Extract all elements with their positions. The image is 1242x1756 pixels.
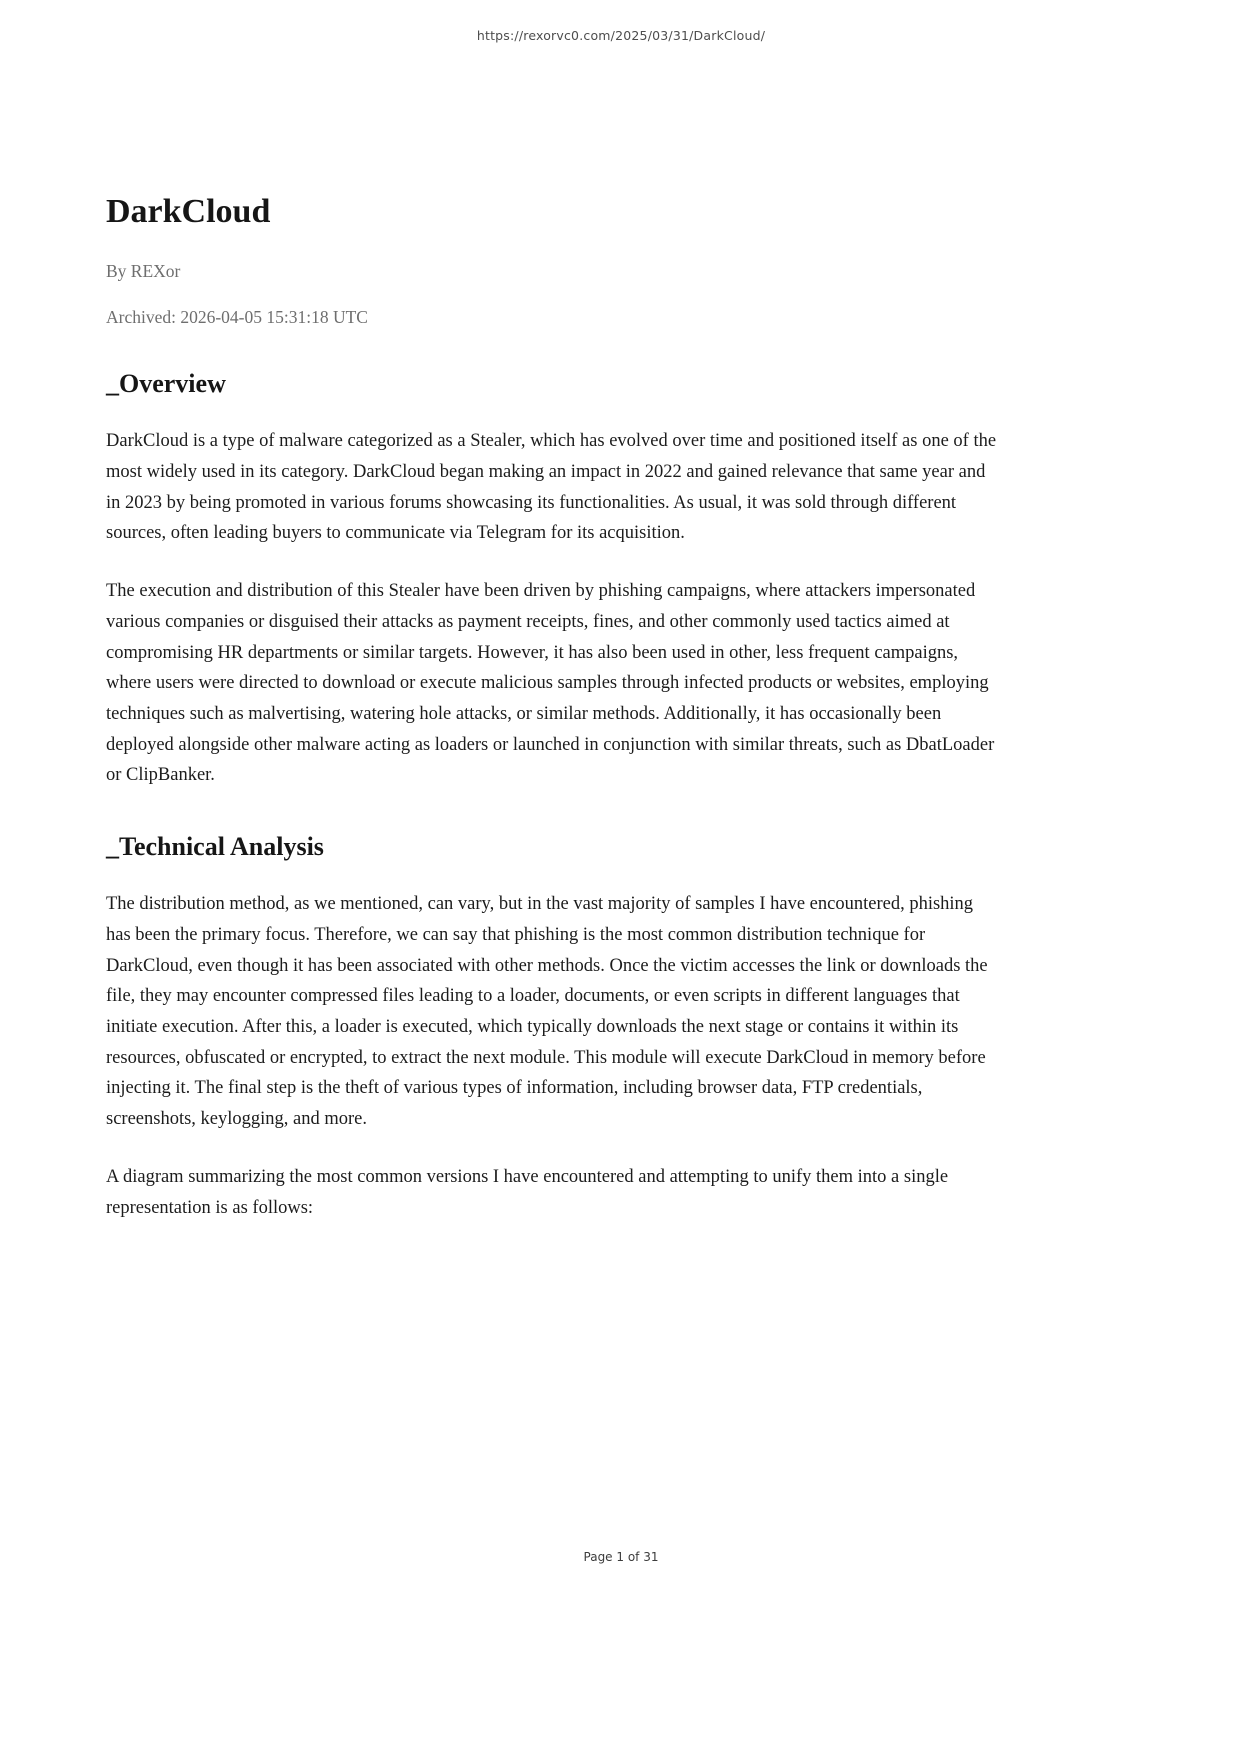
article-title: DarkCloud — [106, 193, 271, 230]
section-heading-overview: _Overview — [106, 369, 226, 399]
source-url: https://rexorvc0.com/2025/03/31/DarkCloud/ — [476, 28, 766, 43]
page-number: Page 1 of 31 — [583, 1550, 659, 1564]
overview-paragraph-2: The execution and distribution of this Stealer have been driven by phishing campaigns, where attackers impersonated various companies or disguised their attacks as payment receipts, fines, and other commonly used tactics aimed at compromising HR departments or similar targets. However, it has also been used in other, less frequent campaigns, where users were directed to download or execute malicious samples through infected products or websites, employing techniques such as malvertising, watering hole attacks, or similar methods. Additionally, it has occasionally been deployed alongside other malware acting as loaders or launched in conjunction with similar threats, such as DbatLoader or ClipBanker. — [106, 581, 995, 786]
section-heading-technical-analysis: _Technical Analysis — [106, 832, 324, 862]
technical-analysis-paragraph-1: The distribution method, as we mentioned, can vary, but in the vast majority of samples I have encountered, phishing has been the primary focus. Therefore, we can say that phishing is the most common distribution technique for DarkCloud, even though it has been associated with other methods. Once the victim accesses the link or downloads the file, they may encounter compressed files leading to a loader, documents, or even scripts in different languages that initiate execution. After this, a loader is executed, which typically downloads the next stage or contains it within its resources, obfuscated or encrypted, to extract the next module. This module will execute DarkCloud in memory before injecting it. The final step is the theft of various types of information, including browser data, FTP credentials, screenshots, keylogging, and more. — [106, 894, 988, 1130]
byline: By REXor — [106, 261, 181, 282]
overview-paragraph-1: DarkCloud is a type of malware categorized as a Stealer, which has evolved over time and positioned itself as one of the most widely used in its category. DarkCloud began making an impact in 2022 and gained relevance that same year and in 2023 by being promoted in various forums showcasing its functionalities. As usual, it was sold through different sources, often leading buyers to communicate via Telegram for its acquisition. — [106, 431, 997, 544]
technical-analysis-paragraph-2: A diagram summarizing the most common versions I have encountered and attempting to unify them into a single representation is as follows: — [106, 1166, 949, 1218]
article-content — [106, 0, 1002, 1223]
archived-timestamp: Archived: 2026-04-05 15:31:18 UTC — [106, 307, 368, 328]
